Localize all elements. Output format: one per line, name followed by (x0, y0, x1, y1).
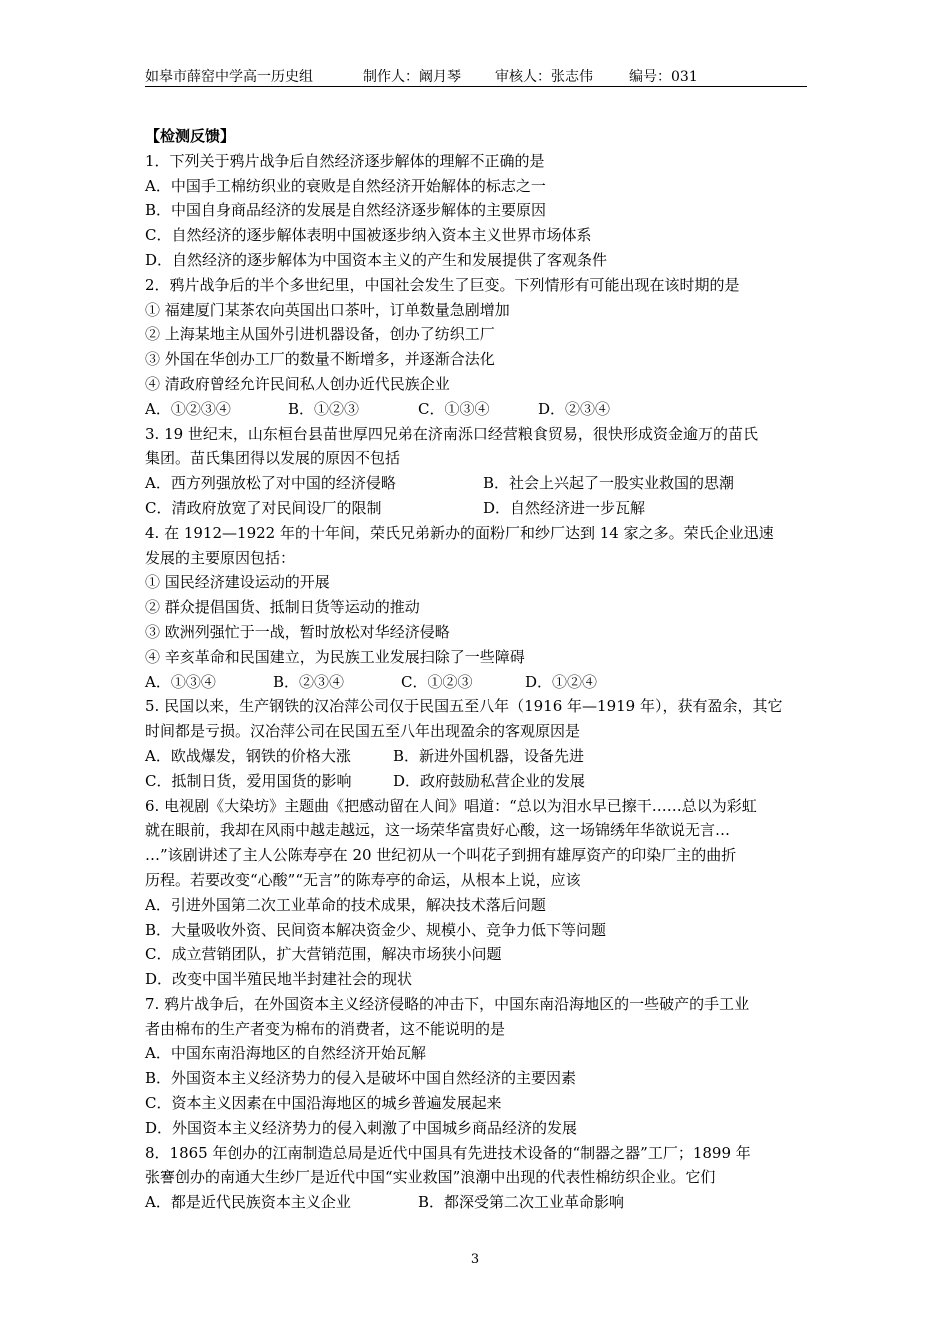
q8-stem-line-1: 8．1865 年创办的江南制造总局是近代中国具有先进技术设备的“制器之器”工厂；1899 年 (145, 1143, 751, 1162)
q3-option-c: C．清政府放宽了对民间设厂的限制 (145, 498, 382, 517)
q8-options-ab (145, 1190, 807, 1215)
q1-stem: 1．下列关于鸦片战争后自然经济逐步解体的理解不正确的是 (145, 151, 545, 170)
q7-option-b: B．外国资本主义经济势力的侵入是破坏中国自然经济的主要因素 (145, 1069, 577, 1088)
q1-option-d: D．自然经济的逐步解体为中国资本主义的产生和发展提供了客观条件 (145, 250, 608, 269)
q5-option-a: A．欧战爆发，钢铁的价格大涨 (145, 746, 351, 765)
q6-stem-line-3: …”该剧讲述了主人公陈寿亭在 20 世纪初从一个叫花子到拥有雄厚资产的印染厂主的曲折 (145, 846, 737, 865)
q3-options-cd (145, 496, 807, 521)
q4-stem-line-1: 4. 在 1912—1922 年的十年间，荣氏兄弟新办的面粉厂和纱厂达到 14 家之多。荣氏企业迅速 (145, 523, 774, 542)
q5-stem-line-1: 5. 民国以来，生产钢铁的汉冶萍公司仅于民国五至八年（1916 年—1919 年），获有盈余，其它 (145, 697, 783, 716)
q6-stem-line-1: 6. 电视剧《大染坊》主题曲《把感动留在人间》唱道：“总以为泪水早已擦干……总以为彩虹 (145, 796, 757, 815)
q4-option-c: C．①②③ (401, 672, 473, 691)
q6-option-a: A．引进外国第二次工业革命的技术成果，解决技术落后问题 (145, 895, 546, 914)
q7-option-a: A．中国东南沿海地区的自然经济开始瓦解 (145, 1044, 426, 1063)
page-header (145, 66, 807, 87)
q5-option-d: D．政府鼓励私营企业的发展 (393, 771, 586, 790)
q3-stem-line-1: 3. 19 世纪末，山东桓台县苗世厚四兄弟在济南泺口经营粮食贸易，很快形成资金逾万的苗氏 (145, 424, 758, 443)
q4-option-b: B．②③④ (273, 672, 345, 691)
q6-option-c: C．成立营销团队，扩大营销范围，解决市场狭小问题 (145, 945, 502, 964)
q5-option-c: C．抵制日货，爱用国货的影响 (145, 771, 352, 790)
page-number: 3 (470, 1252, 480, 1267)
q1-option-b: B．中国自身商品经济的发展是自然经济逐步解体的主要原因 (145, 201, 547, 220)
q4-stem-line-2: 发展的主要原因包括： (145, 548, 296, 567)
q4-option-d: D．①②④ (525, 672, 598, 691)
q3-option-d: D．自然经济进一步瓦解 (483, 498, 646, 517)
q7-stem-line-2: 者由棉布的生产者变为棉布的消费者，这不能说明的是 (145, 1019, 506, 1038)
q2-option-b: B．①②③ (288, 399, 360, 418)
q2-option-a: A．①②③④ (145, 399, 231, 418)
q6-option-d: D．改变中国半殖民地半封建社会的现状 (145, 970, 413, 989)
q5-options-cd (145, 769, 807, 794)
q6-option-b: B．大量吸收外资、民间资本解决资金少、规模小、竞争力低下等问题 (145, 920, 607, 939)
q2-statement-4: ④ 清政府曾经允许民间私人创办近代民族企业 (145, 374, 450, 393)
q3-options-ab (145, 471, 807, 496)
q8-option-b: B．都深受第二次工业革命影响 (418, 1193, 625, 1212)
q2-option-c: C．①③④ (418, 399, 490, 418)
q4-statement-4: ④ 辛亥革命和民国建立，为民族工业发展扫除了一些障碍 (145, 647, 525, 666)
q8-option-a: A．都是近代民族资本主义企业 (145, 1193, 351, 1212)
q4-statement-3: ③ 欧洲列强忙于一战，暂时放松对华经济侵略 (145, 622, 450, 641)
q3-stem-line-2: 集团。苗氏集团得以发展的原因不包括 (145, 449, 401, 468)
q7-option-c: C．资本主义因素在中国沿海地区的城乡普遍发展起来 (145, 1094, 502, 1113)
q4-options (145, 670, 807, 695)
q4-statement-1: ① 国民经济建设运动的开展 (145, 573, 330, 592)
q2-statement-2: ② 上海某地主从国外引进机器设备，创办了纺织工厂 (145, 325, 495, 344)
exercise-content (145, 124, 807, 1215)
q5-options-ab (145, 744, 807, 769)
q2-statement-1: ① 福建厦门某茶农向英国出口茶叶，订单数量急剧增加 (145, 300, 510, 319)
q3-option-a: A．西方列强放松了对中国的经济侵略 (145, 474, 396, 493)
q6-stem-line-4: 历程。若要改变“心酸”“无言”的陈寿亭的命运，从根本上说，应该 (145, 870, 581, 889)
q1-option-c: C．自然经济的逐步解体表明中国被逐步纳入资本主义世界市场体系 (145, 226, 592, 245)
header-author: 制作人：阚月琴 (363, 69, 461, 85)
q3-option-b: B．社会上兴起了一股实业救国的思潮 (483, 474, 735, 493)
q2-options (145, 397, 807, 422)
q5-option-b: B．新进外国机器，设备先进 (393, 746, 585, 765)
q7-option-d: D．外国资本主义经济势力的侵入刺激了中国城乡商品经济的发展 (145, 1118, 578, 1137)
header-number: 编号：031 (629, 69, 698, 85)
q2-option-d: D．②③④ (538, 399, 611, 418)
header-reviewer: 审核人：张志伟 (495, 69, 593, 85)
header-school: 如皋市薛窑中学高一历史组 (145, 69, 313, 85)
q6-stem-line-2: 就在眼前，我却在风雨中越走越远，这一场荣华富贵好心酸，这一场锦绣年华欲说无言… (145, 821, 731, 840)
q4-statement-2: ② 群众提倡国货、抵制日货等运动的推动 (145, 598, 420, 617)
q2-stem: 2．鸦片战争后的半个多世纪里，中国社会发生了巨变。下列情形有可能出现在该时期的是 (145, 275, 740, 294)
q8-stem-line-2: 张謇创办的南通大生纱厂是近代中国“实业救国”浪潮中出现的代表性棉纺织企业。它们 (145, 1168, 716, 1187)
q4-option-a: A．①③④ (145, 672, 216, 691)
q5-stem-line-2: 时间都是亏损。汉冶萍公司在民国五至八年出现盈余的客观原因是 (145, 722, 581, 741)
q7-stem-line-1: 7. 鸦片战争后，在外国资本主义经济侵略的冲击下，中国东南沿海地区的一些破产的手工业 (145, 994, 750, 1013)
section-title: 【检测反馈】 (145, 127, 236, 145)
q1-option-a: A．中国手工棉纺织业的衰败是自然经济开始解体的标志之一 (145, 176, 546, 195)
q2-statement-3: ③ 外国在华创办工厂的数量不断增多，并逐渐合法化 (145, 350, 495, 369)
